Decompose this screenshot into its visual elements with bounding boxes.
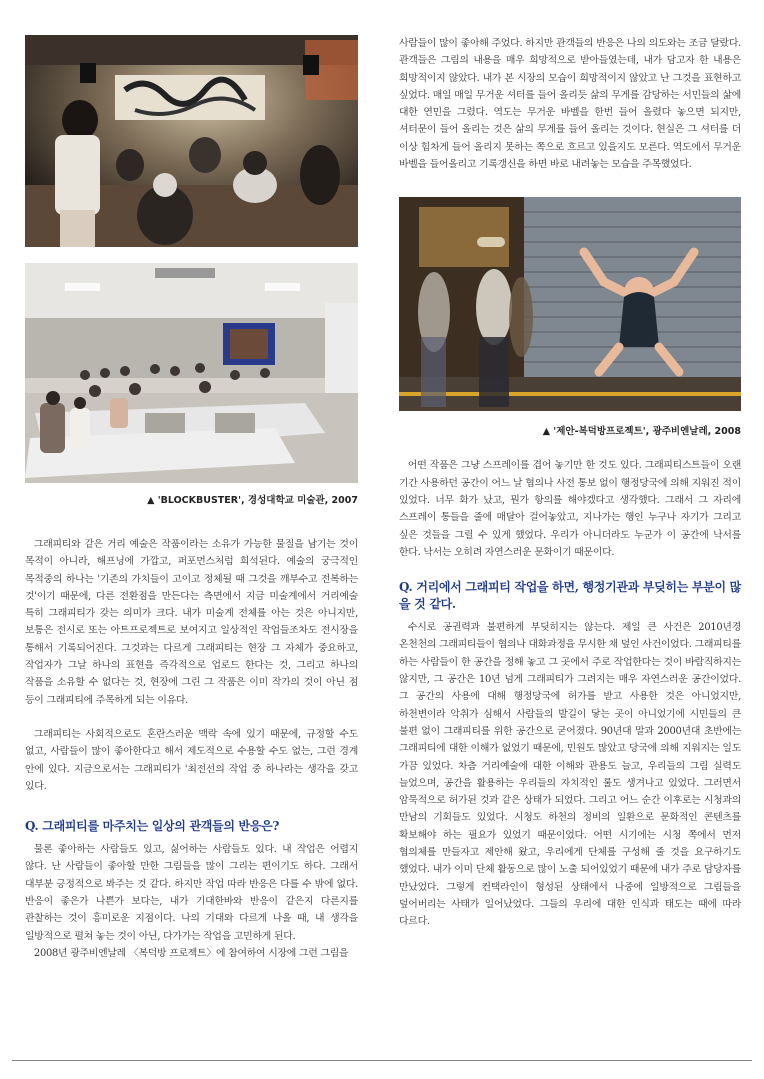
body-paragraph: 사람들이 많이 좋아해 주었다. 하지만 관객들의 반응은 나의 의도와는 조금 달랐다. 관객들은 그림의 내용을 매우 희망적으로 받아들였는데, 내가 담고자 한 내용은 희망적이지 않았다. 내가 본 시장의 모습이 희망적이지 않았고 난 그것을 표현하고 싶었다. 매일 매일 무거운 셔터를 들어 올리듯 삶의 무게를 감당하는 서민들의 삶에 대한 연민을 그렸다. 역도는 무거운 바벨을 한번 들어 올렸다 놓으면 되지만, 셔터문이 들어 올리는 것은 삶의 무게를 들어 올리는 것이다. 현실은 그 셔터를 더 이상 힘차게 들어 올리지 못하는 쪽으로 흐르고 있을지도 모른다. 역도에서 무거운 바벨을 들어올리고 기록갱신을 하면 바로 내려놓는 모습을 주목했었다.	[399, 38, 741, 171]
gallery-performance-photo	[25, 35, 358, 247]
photo-caption-blockbuster: ▲ 'BLOCKBUSTER', 경성대학교 미술관, 2007	[147, 495, 358, 506]
body-paragraph: 수시로 공권력과 불편하게 부딪히지는 않는다. 제일 큰 사건은 2010년경 온천천의 그래피티들이 협의나 대화과정을 무시한 채 덮인 사건이었다. 그래피티를 하는 사람들이 한 공간을 정해 놓고 그 곳에서 주로 작업한다는 것이 바람직하지는 않지만, 그 공간은 10년 넘게 그래피티가 그려지는 매우 자연스러운 공간이었다. 그 공간의 사용에 대해 행정당국에 허가를 받고 사용한 것은 아니었지만, 하천변이라 악취가 심해서 사람들의 발길이 닿는 곳이 아니었기에 시민들의 큰 불편 없이 그래피티를 위한 공간으로 굳어졌다. 90년대 말과 2000년대 초반에는 그래피티에 대한 이해가 없었기 때문에, 민원도 많았고 당국에 의해 지워지는 일도 가끔 있었다. 차츰 거리예술에 대한 이해와 관용도 늘고, 우리들의 그림 실력도 늘었으며, 공간을 활용하는 우리들의 자치적인 룰도 생겨나고 있었다. 그러면서 암묵적으로 허가된 것과 같은 상태가 되었다. 그리고 어느 순간 이후로는 시청과의 만남의 기회들도 있었다. 시청도 하천의 정비의 일환으로 문화적인 콘텐츠를 확보해야 하는 필요가 있었기 때문이었다. 어떤 시기에는 시청 쪽에서 먼저 협의체를 만들자고 제안해 왔고, 우리에게 단체를 구성해 줄 것을 요구하기도 했었다. 내가 이미 단체 활동으로 많이 노출 되어있었기 때문에 내가 주로 담당자를 만났었다. 그렇게 컨택라인이 형성된 상태에서 나중에 일방적으로 그림들을 덮어버리는 사태가 일어났었다. 그들의 우리에 대한 인식과 태도는 때에 따라 다르다.	[399, 622, 741, 928]
question-heading: Q. 그래피티를 마주치는 일상의 관객들의 반응은?	[25, 819, 280, 834]
question-heading: Q. 거리에서 그래피티 작업을 하면, 행정기관과 부딪히는 부분이 많을 것 같다.	[399, 580, 741, 612]
body-paragraph: 그래피티와 같은 거리 예술은 작품이라는 소유가 가능한 물질을 남기는 것이 목적이 아니라, 해프닝에 가깝고, 퍼포먼스처럼 희석된다. 예술의 궁극적인 목적중의 하나는 '기존의 가치들이 고이고 정체될 때 그것을 깨부수고 전복하는 것'이기 때문에, 다른 전환점을 만든다는 측면에서 지금 미술계에서 거리예술 특히 그래피티가 갖는 의미가 크다. 내가 미술계 전체를 아는 것은 아니지만, 보통은 전시로 또는 아트프로젝트로 보여지고 일상적인 작업들조차도 전시장을 통해서 기록되어진다. 그것과는 다르게 그래피티는 현장 그 자체가 중요하고, 작업자가 그날 하나의 표현을 즉각적으로 업로드 한다는 것, 그리고 하나의 작품을 소유할 수 없다는 것, 현장에 그린 그 작품은 이미 작가의 것이 아닌 점 등이 그래피티에 주목하게 되는 이유다.	[25, 539, 358, 706]
photo-caption-bokdeokbang: ▲ '제안-복덕방프로젝트', 광주비엔날레, 2008	[542, 426, 741, 438]
body-paragraph: 2008년 광주비엔날레 〈복덕방 프로젝트〉에 참여하여 시장에 그런 그림을	[33, 947, 349, 959]
body-paragraph: 어떤 작품은 그냥 스프레이를 겹어 놓기만 한 것도 있다. 그래피티스트들이 오랜 기간 사용하던 공간이 어느 날 협의나 사전 통보 없이 행정당국에 의해 지워진 적이 있었다. 너무 화가 났고, 뭔가 항의를 해야겠다고 생각했다. 그래서 그 자리에 스프레이 통들을 줄에 매달아 걸어놓았고, 지나가는 행인 누구나 자기가 그리고 싶은 것들을 그릴 수 있게 했었다. 우리가 아니더라도 누군가 이 공간에 낙서를 한다. 낙서는 오히려 자연스러운 문화이기 때문이다.	[399, 460, 741, 558]
left-column	[25, 35, 358, 962]
footer-rule	[12, 1060, 752, 1061]
lecture-hall-photo	[25, 263, 358, 483]
body-paragraph: 물론 좋아하는 사람들도 있고, 싫어하는 사람들도 있다. 내 작업은 어렵지 않다. 난 사람들이 좋아할 만한 그림들을 많이 그리는 편이기도 하다. 그래서 대부분 긍정적으로 봐주는 것 같다. 하지만 작업 따라 반응은 다를 수 밖에 없다. 반응이 좋은가 나쁜가 보다는, 내가 기대한바와 반응이 같은지 다른지를 관찰하는 것이 흥미로운 지점이다. 나의 기대와 다르게 나올 때, 내 생각을 일방적으로 펼쳐 놓는 것이 아닌, 다가가는 작업을 고민하게 된다.	[25, 844, 358, 942]
body-paragraph: 그래피티는 사회적으로도 혼란스러운 맥락 속에 있기 때문에, 규정할 수도 없고, 사람들이 많이 좋아한다고 해서 제도적으로 수용할 수도 없는, 그런 경계 안에 있다. 지금으로서는 그래피티가 '최전선의 작업 중 하나라는 생각을 갖고 있다.	[25, 728, 358, 792]
shutter-mural-photo	[399, 197, 741, 411]
right-column	[399, 35, 741, 931]
